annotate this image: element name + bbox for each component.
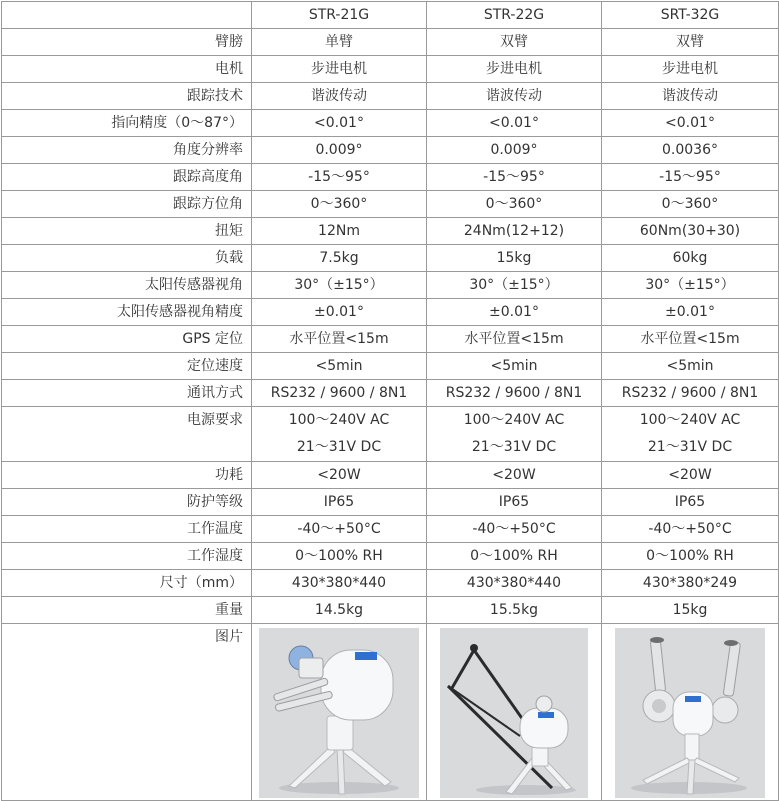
spec-label: 负载	[2, 245, 252, 272]
model-name: STR-21G	[252, 2, 427, 29]
spec-value: <0.01°	[427, 110, 602, 137]
spec-value: <20W	[252, 462, 427, 489]
spec-value: 0～100% RH	[252, 543, 427, 570]
spec-value	[252, 407, 427, 462]
spec-value: 谐波传动	[602, 83, 779, 110]
spec-row	[2, 516, 779, 543]
spec-label: 通讯方式	[2, 380, 252, 407]
spec-row	[2, 570, 779, 597]
image-row	[2, 624, 779, 801]
spec-label: 指向精度（0～87°）	[2, 110, 252, 137]
product-image-cell	[602, 624, 779, 801]
spec-value: -40～+50°C	[252, 516, 427, 543]
spec-row	[2, 353, 779, 380]
spec-value: -15～95°	[602, 164, 779, 191]
spec-table	[1, 1, 779, 801]
spec-label: 跟踪方位角	[2, 191, 252, 218]
model-name: STR-22G	[427, 2, 602, 29]
spec-label: 跟踪高度角	[2, 164, 252, 191]
spec-value: IP65	[252, 489, 427, 516]
spec-value: 双臂	[427, 29, 602, 56]
power-dc: 21～31V DC	[647, 439, 733, 455]
sun-tracker-single-arm-photo	[259, 628, 419, 798]
spec-value: IP65	[427, 489, 602, 516]
spec-label: 图片	[2, 624, 252, 801]
spec-label: 功耗	[2, 462, 252, 489]
spec-label: 跟踪技术	[2, 83, 252, 110]
spec-value: 步进电机	[252, 56, 427, 83]
spec-value: 60kg	[602, 245, 779, 272]
spec-row	[2, 137, 779, 164]
spec-value: RS232 / 9600 / 8N1	[602, 380, 779, 407]
spec-value: 水平位置<15m	[602, 326, 779, 353]
spec-value: -15～95°	[252, 164, 427, 191]
spec-value: ±0.01°	[602, 299, 779, 326]
spec-row	[2, 191, 779, 218]
product-image-cell	[427, 624, 602, 801]
spec-value: 水平位置<15m	[252, 326, 427, 353]
spec-label: 太阳传感器视角	[2, 272, 252, 299]
spec-label: 角度分辨率	[2, 137, 252, 164]
spec-value: 谐波传动	[427, 83, 602, 110]
spec-value: <20W	[427, 462, 602, 489]
spec-row	[2, 272, 779, 299]
product-image-cell	[252, 624, 427, 801]
spec-value: 30°（±15°）	[602, 272, 779, 299]
spec-row	[2, 597, 779, 624]
spec-value: <0.01°	[602, 110, 779, 137]
spec-value: 30°（±15°）	[252, 272, 427, 299]
spec-value: 0～360°	[252, 191, 427, 218]
spec-value: ±0.01°	[252, 299, 427, 326]
spec-value: <0.01°	[252, 110, 427, 137]
spec-label: 工作温度	[2, 516, 252, 543]
spec-row	[2, 56, 779, 83]
spec-value: -40～+50°C	[427, 516, 602, 543]
spec-row	[2, 462, 779, 489]
sun-tracker-heavy-dual-arm-photo	[615, 628, 765, 798]
corner-cell	[2, 2, 252, 29]
spec-value: 谐波传动	[252, 83, 427, 110]
spec-label: 重量	[2, 597, 252, 624]
sun-tracker-dual-arm-photo	[440, 628, 588, 798]
spec-value: 14.5kg	[252, 597, 427, 624]
spec-value: 15kg	[427, 245, 602, 272]
spec-label: 扭矩	[2, 218, 252, 245]
spec-value: ±0.01°	[427, 299, 602, 326]
spec-row	[2, 380, 779, 407]
spec-value: RS232 / 9600 / 8N1	[427, 380, 602, 407]
spec-value: RS232 / 9600 / 8N1	[252, 380, 427, 407]
model-name: SRT-32G	[602, 2, 779, 29]
spec-value: 0～360°	[427, 191, 602, 218]
spec-label: 臂膀	[2, 29, 252, 56]
spec-row	[2, 245, 779, 272]
spec-value: 双臂	[602, 29, 779, 56]
spec-label: 尺寸（mm）	[2, 570, 252, 597]
spec-label: 电源要求	[2, 407, 252, 462]
spec-value: <5min	[252, 353, 427, 380]
spec-label: 定位速度	[2, 353, 252, 380]
spec-row-power	[2, 407, 779, 462]
spec-label: 防护等级	[2, 489, 252, 516]
spec-value: 15kg	[602, 597, 779, 624]
spec-value: 60Nm(30+30)	[602, 218, 779, 245]
spec-label: 太阳传感器视角精度	[2, 299, 252, 326]
spec-value: 430*380*440	[427, 570, 602, 597]
spec-value: 12Nm	[252, 218, 427, 245]
spec-value: 0.0036°	[602, 137, 779, 164]
spec-row	[2, 29, 779, 56]
spec-value: 430*380*249	[602, 570, 779, 597]
spec-value	[602, 407, 779, 462]
spec-value: 24Nm(12+12)	[427, 218, 602, 245]
power-dc: 21～31V DC	[471, 439, 557, 455]
spec-value: 步进电机	[427, 56, 602, 83]
spec-value: 0.009°	[427, 137, 602, 164]
spec-value: <5min	[602, 353, 779, 380]
spec-row	[2, 299, 779, 326]
spec-label: 电机	[2, 56, 252, 83]
spec-label: GPS 定位	[2, 326, 252, 353]
spec-value: IP65	[602, 489, 779, 516]
spec-row	[2, 218, 779, 245]
power-ac: 100～240V AC	[288, 412, 390, 428]
spec-value: 步进电机	[602, 56, 779, 83]
spec-value: 30°（±15°）	[427, 272, 602, 299]
spec-row	[2, 326, 779, 353]
spec-value	[427, 407, 602, 462]
spec-value: -40～+50°C	[602, 516, 779, 543]
spec-row	[2, 164, 779, 191]
spec-value: 单臂	[252, 29, 427, 56]
spec-value: 0.009°	[252, 137, 427, 164]
spec-value: 0～100% RH	[602, 543, 779, 570]
spec-value: 水平位置<15m	[427, 326, 602, 353]
spec-label: 工作湿度	[2, 543, 252, 570]
spec-value: 430*380*440	[252, 570, 427, 597]
power-ac: 100～240V AC	[463, 412, 565, 428]
spec-value: <20W	[602, 462, 779, 489]
spec-row	[2, 543, 779, 570]
spec-value: 7.5kg	[252, 245, 427, 272]
header-row	[2, 2, 779, 29]
spec-value: <5min	[427, 353, 602, 380]
spec-value: 15.5kg	[427, 597, 602, 624]
power-ac: 100～240V AC	[639, 412, 741, 428]
spec-row	[2, 110, 779, 137]
spec-row	[2, 489, 779, 516]
spec-value: -15～95°	[427, 164, 602, 191]
spec-row	[2, 83, 779, 110]
spec-value: 0～100% RH	[427, 543, 602, 570]
power-dc: 21～31V DC	[296, 439, 382, 455]
spec-value: 0～360°	[602, 191, 779, 218]
